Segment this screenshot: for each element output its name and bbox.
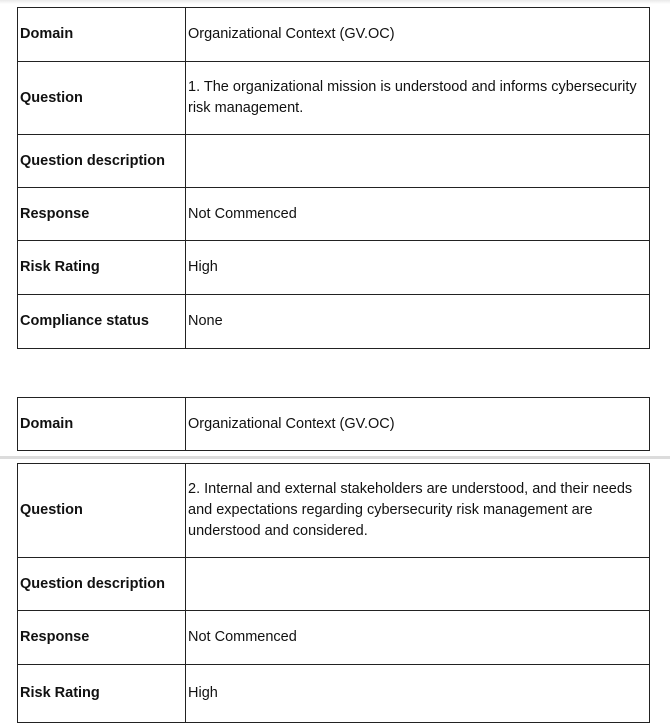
table-row-domain xyxy=(18,398,650,451)
row-value[interactable] xyxy=(186,135,650,188)
page-break xyxy=(0,456,670,459)
row-label: Response xyxy=(18,188,186,241)
row-value[interactable]: 1. The organizational mission is understood and informs cybersecurity risk management. xyxy=(186,62,650,135)
question-table-2-part-2 xyxy=(17,463,650,723)
row-label: Response xyxy=(18,611,186,665)
row-label: Question description xyxy=(18,558,186,611)
page-top-edge xyxy=(0,0,670,4)
row-value[interactable] xyxy=(186,558,650,611)
table-row-response xyxy=(18,188,650,241)
row-value[interactable]: High xyxy=(186,665,650,723)
question-table-2-part-1 xyxy=(17,397,650,451)
table-row-risk-rating xyxy=(18,241,650,295)
row-value[interactable]: 2. Internal and external stakeholders are understood, and their needs and expectations regarding cybersecurity risk management are understood and considered. xyxy=(186,464,650,558)
table-row-domain xyxy=(18,8,650,62)
row-label: Question xyxy=(18,62,186,135)
row-value[interactable]: Organizational Context (GV.OC) xyxy=(186,8,650,62)
row-label: Domain xyxy=(18,398,186,451)
row-value[interactable]: None xyxy=(186,295,650,349)
row-value[interactable]: Not Commenced xyxy=(186,188,650,241)
row-value[interactable]: Not Commenced xyxy=(186,611,650,665)
table-row-question-description xyxy=(18,135,650,188)
row-value[interactable]: Organizational Context (GV.OC) xyxy=(186,398,650,451)
row-label: Question xyxy=(18,464,186,558)
row-label: Question description xyxy=(18,135,186,188)
row-label: Compliance status xyxy=(18,295,186,349)
table-row-response xyxy=(18,611,650,665)
table-row-question-description xyxy=(18,558,650,611)
table-row-question xyxy=(18,62,650,135)
row-label: Risk Rating xyxy=(18,241,186,295)
table-row-question xyxy=(18,464,650,558)
row-label: Risk Rating xyxy=(18,665,186,723)
table-row-compliance-status xyxy=(18,295,650,349)
row-label: Domain xyxy=(18,8,186,62)
table-row-risk-rating xyxy=(18,665,650,723)
question-table-1 xyxy=(17,7,650,349)
row-value[interactable]: High xyxy=(186,241,650,295)
